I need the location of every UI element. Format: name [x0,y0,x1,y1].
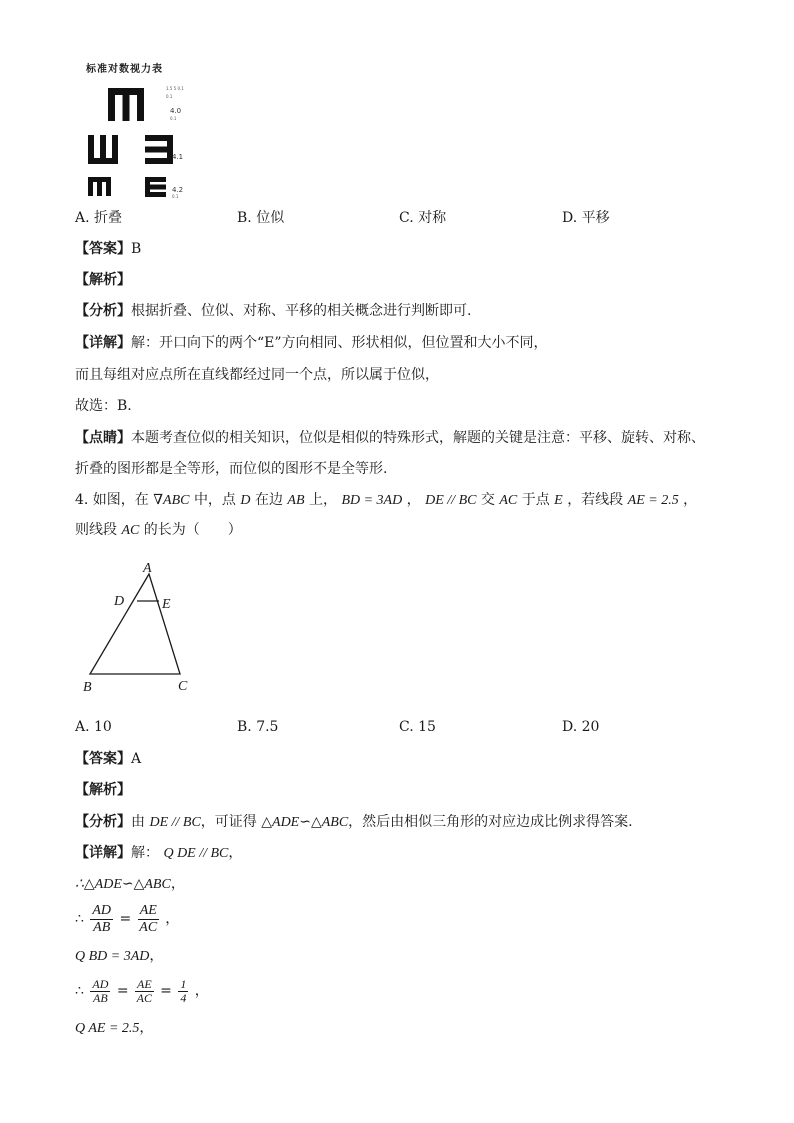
chart-small-text: 1.5 5 0.1 [166,86,184,91]
fraction-ad-ab [90,978,110,1005]
fenxi-label: 【分析】 [75,303,131,319]
step-text: ， [170,876,185,892]
stem-text: 中，点 [193,492,236,508]
q4-detail [75,843,242,864]
q3-answer [75,239,141,259]
stem-text: 的长为（ ） [143,522,242,538]
q3-analysis-label: 【解析】 [75,272,131,288]
q4-analysis-label: 【解析】 [75,782,131,798]
e-optotype-left [145,135,173,164]
q4-options-row [75,717,735,737]
dianjing-label: 【点睛】 [75,430,131,446]
q4-stem-line1 [75,490,697,511]
e-optotype-right [145,177,166,197]
q4-option-b: B. 7.5 [237,719,279,735]
fenxi-text: 由 [131,814,145,830]
fenxi-math: △ADE∽△ABC [261,815,349,830]
step-math: Q BD = 3AD [75,949,150,964]
chart-small-text: 0.1 [172,194,179,199]
stem-math: AE = 2.5 [627,493,679,508]
step-text: ， [165,911,180,927]
q4-step5 [75,1018,153,1039]
e-optotype-down-small [88,177,111,196]
stem-text: 交 [480,492,495,508]
answer-value: B [131,241,142,257]
stem-text: 在边 [254,492,283,508]
denominator: AC [136,990,153,1005]
q4-fenxi [75,812,633,833]
stem-text: ， [406,492,421,508]
dianjing-text: 本题考查位似的相关知识，位似是相似的特殊形式，解题的关键是注意：平移、旋转、对称、 [131,430,705,446]
answer-label: 【答案】 [75,241,131,257]
q3-detail-line3: 故选：B. [75,398,132,414]
q3-option-d: D. 平移 [562,210,610,226]
detail-text: 解：开口向下的两个“E”方向相同、形状相似，但位置和大小不同， [131,335,548,351]
fraction-ae-ac [138,903,159,936]
eye-chart-title: 标准对数视力表 [86,64,163,75]
therefore-symbol: ∴ [75,911,84,927]
therefore-symbol: ∴ [75,983,84,999]
detail-math: Q DE // BC [163,846,229,861]
vertex-label-b: B [83,680,92,695]
stem-text: 4. 如图，在 [75,492,149,508]
denominator: AB [93,990,108,1005]
q4-step1 [75,874,185,895]
equals-sign: = [116,983,129,999]
triangle-figure [76,556,206,701]
detail-text: ， [228,845,243,861]
step-math: Q AE = 2.5 [75,1021,140,1036]
point-label-d: D [114,594,125,609]
equals-sign: = [119,911,132,927]
step-text: ， [194,983,209,999]
stem-text: ，若线段 [567,492,624,508]
step-text: ， [139,1020,154,1036]
fraction-one-quarter [178,978,188,1005]
fenxi-math: DE // BC [149,815,201,830]
point-label-e: E [162,597,171,612]
detail-label: 【详解】 [75,335,131,351]
stem-math: AB [287,493,305,508]
q3-fenxi [75,301,471,321]
q4-option-c: C. 15 [399,719,436,735]
triangle-abc [90,574,180,674]
denominator: 4 [180,990,187,1005]
chart-small-text: 0.1 [166,94,173,99]
row-label-4-2: 4.2 [172,186,184,194]
q3-options-row [75,208,735,228]
q4-step4 [75,973,209,1009]
stem-text: ， [683,492,698,508]
vertex-label-a: A [143,561,152,576]
q3-dianjing-line2: 折叠的图形都是全等形，而位似的图形不是全等形. [75,461,388,477]
denominator: AB [93,919,111,935]
q4-option-a: A. 10 [75,719,112,735]
q4-option-d: D. 20 [562,719,600,735]
chart-small-text: 0.1 [170,116,177,121]
stem-math: E [554,493,563,508]
q4-stem-line2 [75,520,242,541]
fenxi-label: 【分析】 [75,814,131,830]
detail-text: 解： [131,845,159,861]
row-label-4-1: 4.1 [172,153,184,161]
fenxi-text: ，然后由相似三角形的对应边成比例求得答案. [348,814,633,830]
q4-answer [75,749,141,769]
q4-step3 [75,946,163,967]
step-text: ， [149,948,164,964]
stem-math: DE // BC [425,493,477,508]
q3-dianjing [75,428,705,448]
denominator: AC [139,919,158,935]
equals-sign: = [160,983,172,999]
detail-label: 【详解】 [75,845,131,861]
q3-option-a: A. 折叠 [75,210,123,226]
numerator: AD [92,902,112,918]
q3-option-b: B. 位似 [237,210,285,226]
numerator: AE [139,902,157,918]
step-math: ∴△ADE∽△ABC [75,877,171,892]
stem-math: ∇ABC [153,493,190,508]
stem-text: 于点 [521,492,550,508]
q3-detail-line2: 而且每组对应点所在直线都经过同一个点，所以属于位似， [75,367,439,383]
stem-text: 则线段 [75,522,117,538]
numerator: AE [137,976,152,991]
answer-label: 【答案】 [75,751,131,767]
answer-value: A [131,751,142,767]
eye-chart-figure [86,84,196,200]
q3-detail [75,333,548,353]
q3-option-c: C. 对称 [399,210,447,226]
q4-step2 [75,900,179,938]
stem-math: BD = 3AD [341,493,403,508]
stem-math: AC [121,523,140,538]
fenxi-text: 根据折叠、位似、对称、平移的相关概念进行判断即可. [131,303,472,319]
row-label-4-0: 4.0 [170,107,182,115]
stem-text: 上， [308,492,337,508]
fraction-ae-ac [135,978,154,1005]
fraction-ad-ab [90,903,113,936]
fenxi-text: ，可证得 [200,814,257,830]
e-optotype-up [88,135,118,164]
vertex-label-c: C [178,679,188,694]
numerator: AD [92,976,109,991]
stem-math: AC [499,493,518,508]
e-optotype-down-large [108,88,144,121]
numerator: 1 [180,976,187,991]
stem-math: D [240,493,251,508]
